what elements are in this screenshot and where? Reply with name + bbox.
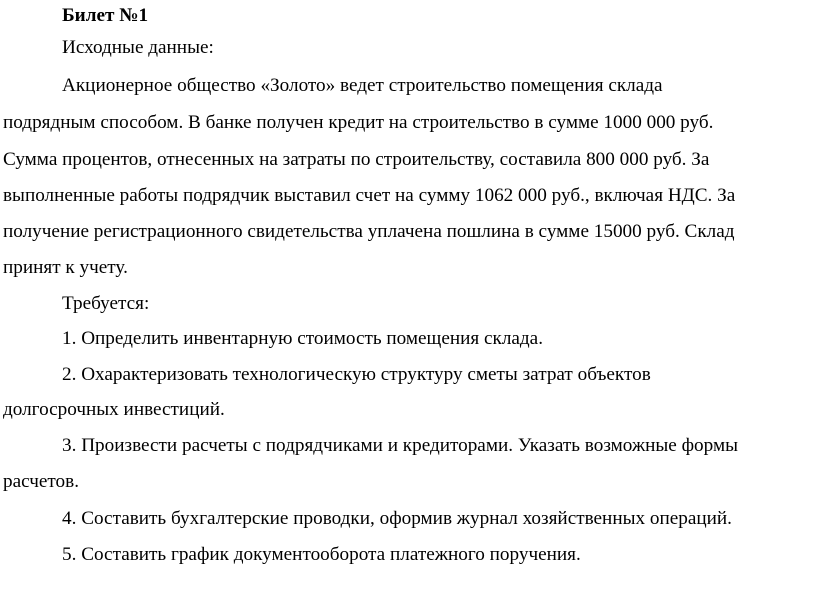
task-item-3: 3. Произвести расчеты с подрядчиками и кредиторами. Указать возможные формы — [62, 435, 738, 456]
source-text-line: получение регистрационного свидетельства уплачена пошлина в сумме 15000 руб. Склад — [3, 221, 735, 242]
source-text-line: Акционерное общество «Золото» ведет строительство помещения склада — [62, 75, 663, 96]
task-item-1: 1. Определить инвентарную стоимость помещения склада. — [62, 328, 543, 349]
source-text-line: подрядным способом. В банке получен кредит на строительство в сумме 1000 000 руб. — [3, 112, 714, 133]
source-text-line: выполненные работы подрядчик выставил счет на сумму 1062 000 руб., включая НДС. За — [3, 185, 736, 206]
task-item-3-continuation: расчетов. — [3, 471, 79, 492]
task-item-4: 4. Составить бухгалтерские проводки, оформив журнал хозяйственных операций. — [62, 508, 732, 529]
source-data-heading: Исходные данные: — [62, 37, 214, 58]
task-item-2-continuation: долгосрочных инвестиций. — [3, 399, 225, 420]
source-text-line: принят к учету. — [3, 257, 128, 278]
source-text-line: Сумма процентов, отнесенных на затраты по строительству, составила 800 000 руб. За — [3, 149, 710, 170]
task-item-5: 5. Составить график документооборота платежного поручения. — [62, 544, 581, 565]
ticket-title: Билет №1 — [62, 5, 149, 26]
task-item-2: 2. Охарактеризовать технологическую структуру сметы затрат объектов — [62, 364, 651, 385]
tasks-heading: Требуется: — [62, 293, 150, 314]
